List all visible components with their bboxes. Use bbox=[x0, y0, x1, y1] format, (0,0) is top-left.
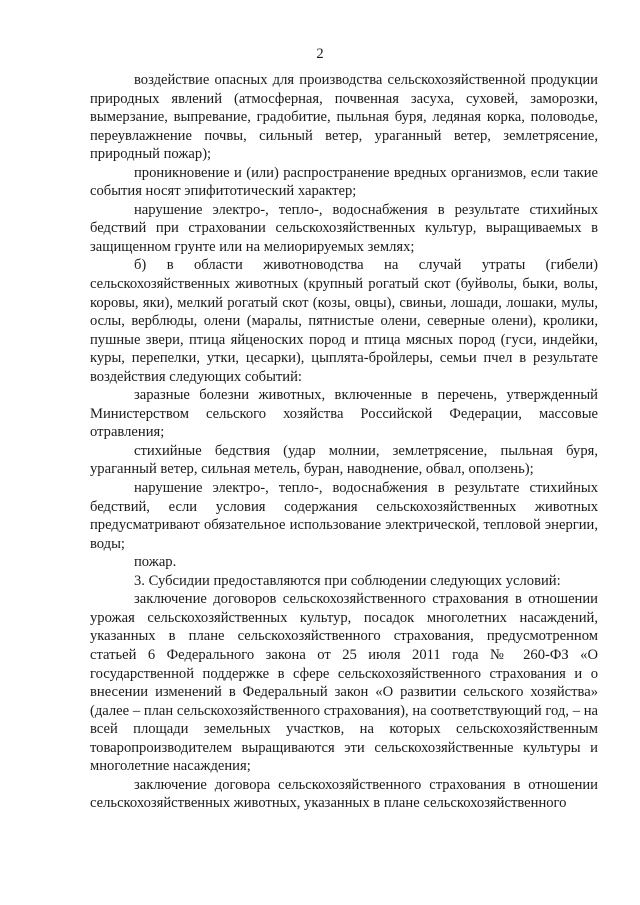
paragraph-crop-insurance-contracts: заключение договоров сельскохозяйственного страхования в отношении урожая сельскохозяйственных культур, посадок многолетних насаждений, указанных в плане сельскохозяйственного страхования, предусмотренном статьей 6 Федерального закона от 25 июля 2011 года № 260-ФЗ «О государственной поддержке в сфере сельскохозяйственного страхования и о внесении изменений в Федеральный закон «О развитии сельского хозяйства» (далее – план сельскохозяйственного страхования), на соответствующий год, – на всей площади земельных участков, на которых сельскохозяйственным товаропроизводителем выращиваются эти сельскохозяйственные культуры и многолетние насаждения; bbox=[90, 591, 598, 775]
paragraph-utility-disruption-crops: нарушение электро-, тепло-, водоснабжения в результате стихийных бедствий при страховании сельскохозяйственных культур, выращиваемых в защищенном грунте или на мелиорируемых землях; bbox=[90, 201, 598, 255]
paragraph-livestock-insurance-contract: заключение договора сельскохозяйственного страхования в отношении сельскохозяйственных животных, указанных в плане сельскохозяйственного bbox=[90, 776, 598, 812]
paragraph-animal-diseases: заразные болезни животных, включенные в перечень, утвержденный Министерством сельского хозяйства Российской Федерации, массовые отравления; bbox=[90, 387, 598, 441]
page-number: 2 bbox=[316, 46, 324, 62]
paragraph-livestock: б) в области животноводства на случай утраты (гибели) сельскохозяйственных животных (крупный рогатый скот (буйволы, быки, волы, коровы, яки), мелкий рогатый скот (козы, овцы), свиньи, лошади, лошаки, мулы, ослы, верблюды, олени (маралы, пятнистые олени, северные олени), кролики, пушные звери, птица яйценоских пород и птица мясных пород (гуси, индейки, куры, перепелки, утки, цесарки), цыплята-бройлеры, семьи пчел в результате воздействия следующих событий: bbox=[90, 257, 598, 385]
paragraph-utility-disruption-livestock: нарушение электро-, тепло-, водоснабжения в результате стихийных бедствий, если условия содержания сельскохозяйственных животных предусматривают обязательное использование электрической, тепловой энергии, воды; bbox=[90, 480, 598, 552]
paragraph-natural-hazards: воздействие опасных для производства сельскохозяйственной продукции природных явлений (атмосферная, почвенная засуха, суховей, заморозки, вымерзание, выпревание, градобитие, пыльная буря, ледяная корка, половодье, переувлажнение почвы, сильный ветер, ураганный ветер, землетрясение, природный пожар); bbox=[90, 72, 598, 163]
paragraph-fire: пожар. bbox=[134, 554, 177, 571]
paragraph-subsidy-conditions: 3. Субсидии предоставляются при соблюдении следующих условий: bbox=[134, 572, 561, 589]
paragraph-natural-disasters: стихийные бедствия (удар молнии, землетрясение, пыльная буря, ураганный ветер, сильная метель, буран, наводнение, обвал, оползень); bbox=[90, 442, 598, 478]
document-body bbox=[90, 71, 598, 813]
paragraph-harmful-organisms: проникновение и (или) распространение вредных организмов, если такие события носят эпифитотический характер; bbox=[90, 164, 598, 200]
